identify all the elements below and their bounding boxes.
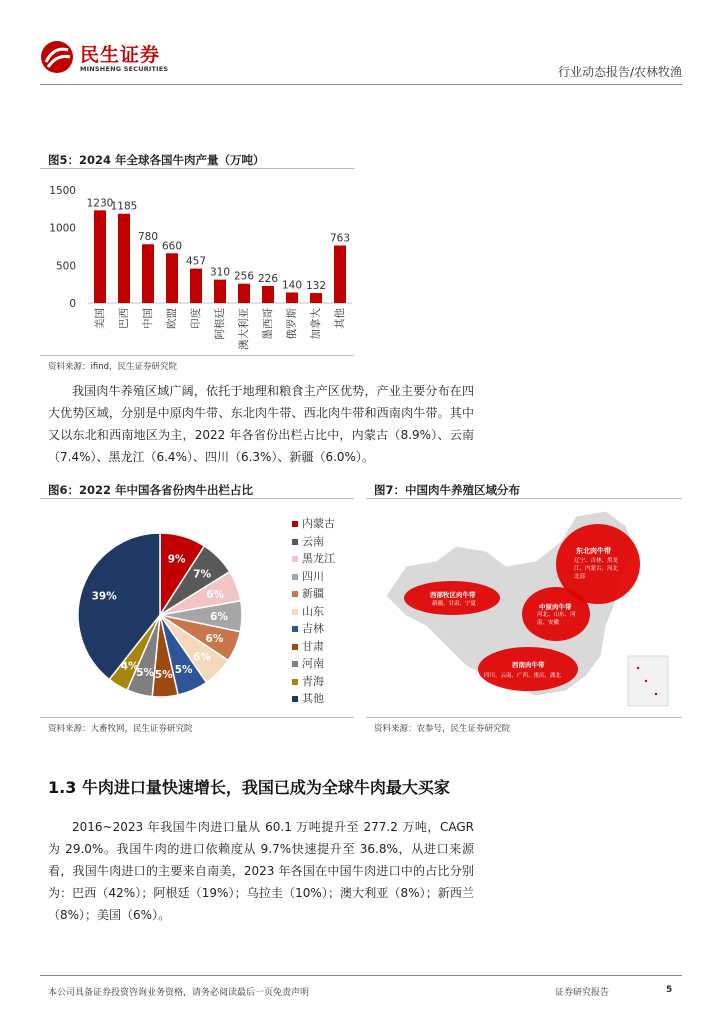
legend-swatch — [292, 539, 298, 545]
region-northwest-desc: 新疆、甘肃、宁夏 — [432, 601, 477, 607]
fig5-bar-chart — [40, 172, 360, 362]
paragraph-imports: 2016~2023 年我国牛肉进口量从 60.1 万吨提升至 277.2 万吨，CAGR 为 29.0%。我国牛肉的进口依赖度从 9.7%快速提升至 36.8%，从进口来源看，我国牛肉进口的主要来自南美，2023 年各国在中国牛肉进口中的占比分别为：巴西（42%）；阿根廷（19%）；乌拉圭（10%）；澳大利亚（8%）；新西兰（8%）；美国（6%）。 — [48, 820, 474, 922]
bar-category-label: 印度 — [190, 308, 202, 329]
fig5-source: 资料来源：ifind，民生证券研究院 — [48, 362, 177, 372]
pie-slice-label: 4% — [120, 660, 139, 673]
bar-澳大利亚 — [238, 284, 250, 303]
legend-label: 四川 — [302, 569, 324, 583]
pie-slice-label: 6% — [206, 588, 225, 601]
legend-label: 云南 — [302, 534, 324, 548]
pie-legend-item — [292, 620, 324, 636]
footer-report-type: 证券研究报告 — [555, 988, 610, 998]
china-map — [376, 506, 676, 714]
bar-category-label: 欧盟 — [166, 308, 178, 329]
fig6-legend — [292, 515, 362, 715]
legend-swatch — [292, 521, 298, 527]
bar-阿根廷 — [214, 280, 226, 303]
fig6-top-rule — [40, 498, 354, 499]
brand-logo — [40, 38, 180, 78]
pie-legend-item — [292, 585, 324, 601]
pie-slice-label: 6% — [205, 632, 224, 645]
pie-legend-item — [292, 690, 324, 706]
bar-y-tick: 0 — [69, 298, 76, 310]
region-northeast-title: 东北肉牛带 — [576, 547, 611, 555]
pie-legend-item — [292, 603, 324, 619]
legend-swatch — [292, 696, 298, 702]
bar-value-label: 457 — [185, 255, 207, 268]
bar-y-tick: 1500 — [49, 185, 76, 197]
page-number: 5 — [666, 985, 673, 995]
legend-swatch — [292, 556, 298, 562]
paragraph-regions: 我国肉牛养殖区域广阔，依托于地理和粮食主产区优势，产业主要分布在四大优势区域，分别是中原肉牛带、东北肉牛带、西北肉牛带和西南肉牛带。其中又以东北和西南地区为主，2022 年各省份出栏占比中，内蒙古（8.9%）、云南（7.4%）、黑龙江（6.4%）、四川（6.3%）、新疆（6.0%）。 — [48, 384, 474, 464]
brand-logo-icon — [40, 40, 74, 74]
legend-label: 黑龙江 — [302, 552, 335, 565]
bar-value-label: 310 — [209, 266, 231, 279]
legend-swatch — [292, 644, 298, 650]
bar-其他 — [334, 246, 346, 303]
bar-value-label: 132 — [305, 280, 327, 293]
bar-印度 — [190, 269, 202, 303]
pie-legend-item — [292, 533, 324, 549]
china-map-illustration — [376, 506, 676, 714]
fig7-top-rule — [366, 498, 682, 499]
pie-legend-item — [292, 568, 324, 584]
report-category: 行业动态报告/农林牧渔 — [557, 65, 682, 79]
fig7-title: 图7：中国肉牛养殖区域分布 — [374, 483, 521, 497]
bar-墨西哥 — [262, 286, 274, 303]
fig6-source: 资料来源：大畜牧网，民生证券研究院 — [48, 724, 193, 734]
fig7-bottom-rule — [366, 717, 682, 718]
legend-swatch — [292, 591, 298, 597]
pie-legend-item — [292, 550, 335, 566]
bar-category-label: 加拿大 — [310, 308, 322, 340]
bar-category-label: 俄罗斯 — [286, 308, 298, 340]
pie-slice-label: 5% — [136, 667, 155, 680]
bar-value-label: 1230 — [86, 197, 114, 210]
bar-value-label: 140 — [281, 279, 303, 292]
bar-中国 — [142, 244, 154, 303]
bar-category-label: 美国 — [94, 308, 106, 329]
legend-label: 河南 — [302, 657, 324, 670]
bar-category-label: 澳大利亚 — [238, 308, 250, 350]
legend-swatch — [292, 661, 298, 667]
section-heading: 1.3 牛肉进口量快速增长，我国已成为全球牛肉最大买家 — [48, 778, 450, 797]
region-northeast-desc: 辽宁、吉林、黑龙江、内蒙古、河北北部 — [574, 558, 619, 580]
bar-美国 — [94, 210, 106, 303]
legend-label: 其他 — [302, 692, 324, 705]
legend-swatch — [292, 574, 298, 580]
pie-legend-item — [292, 515, 335, 531]
fig5-top-rule — [40, 168, 354, 169]
fig6-pie-chart — [60, 510, 260, 720]
bar-y-tick: 1000 — [49, 222, 76, 235]
bar-category-label: 巴西 — [118, 308, 130, 329]
legend-label: 内蒙古 — [302, 517, 335, 530]
pie-slice-label: 6% — [193, 651, 211, 664]
region-southwest-title: 西南肉牛带 — [512, 661, 545, 669]
bar-y-tick: 500 — [55, 260, 76, 273]
region-central-title: 中原肉牛带 — [539, 603, 572, 611]
bar-category-label: 阿根廷 — [214, 308, 226, 340]
bar-value-label: 780 — [137, 231, 159, 244]
fig6-title: 图6：2022 年中国各省份肉牛出栏占比 — [48, 483, 254, 497]
bar-value-label: 226 — [257, 272, 279, 285]
header-divider — [40, 84, 682, 85]
legend-swatch — [292, 679, 298, 685]
legend-label: 新疆 — [302, 587, 324, 600]
bar-value-label: 660 — [161, 240, 183, 253]
region-central-desc: 河北、山东、河南、安徽 — [537, 612, 576, 626]
bar-category-label: 其他 — [334, 308, 346, 329]
pie-slice-label: 5% — [174, 664, 193, 677]
bar-category-label: 中国 — [142, 308, 154, 329]
bar-value-label: 1185 — [110, 200, 138, 213]
bar-category-label: 墨西哥 — [262, 308, 274, 340]
brand-name-en: MINSHENG SECURITIES — [80, 65, 169, 73]
fig7-source: 资料来源：农参号，民生证券研究院 — [374, 724, 511, 734]
footer-divider — [40, 975, 682, 976]
pie-slice-label: 5% — [154, 668, 173, 681]
bar-俄罗斯 — [286, 292, 298, 303]
pie-slice-label: 7% — [193, 568, 211, 581]
fig6-bottom-rule — [40, 717, 354, 718]
bar-加拿大 — [310, 293, 322, 303]
legend-label: 青海 — [302, 674, 324, 688]
legend-swatch — [292, 609, 298, 615]
pie-slice-label: 6% — [210, 610, 228, 623]
pie-slice-label: 39% — [91, 590, 117, 603]
pie-legend-item — [292, 673, 324, 689]
fig5-bottom-rule — [40, 355, 354, 356]
legend-label: 甘肃 — [302, 639, 324, 653]
legend-label: 山东 — [302, 604, 324, 618]
pie-slice-label: 9% — [167, 553, 186, 566]
region-southwest-desc: 四川、云南、广西、重庆、湖北 — [484, 673, 562, 679]
bar-欧盟 — [166, 253, 178, 303]
bar-巴西 — [118, 214, 130, 303]
pie-legend-item — [292, 638, 324, 654]
footer-disclaimer: 本公司具备证券投资咨询业务资格，请务必阅读最后一页免责声明 — [48, 988, 310, 998]
brand-name: 民生证券 — [80, 44, 161, 66]
legend-swatch — [292, 626, 298, 632]
pie-legend-item — [292, 655, 324, 671]
bar-value-label: 763 — [329, 232, 351, 245]
region-northwest-title: 西部牧区肉牛带 — [430, 591, 476, 599]
fig5-title: 图5：2024 年全球各国牛肉产量（万吨） — [48, 153, 265, 167]
bar-value-label: 256 — [233, 270, 255, 283]
legend-label: 吉林 — [302, 622, 324, 635]
